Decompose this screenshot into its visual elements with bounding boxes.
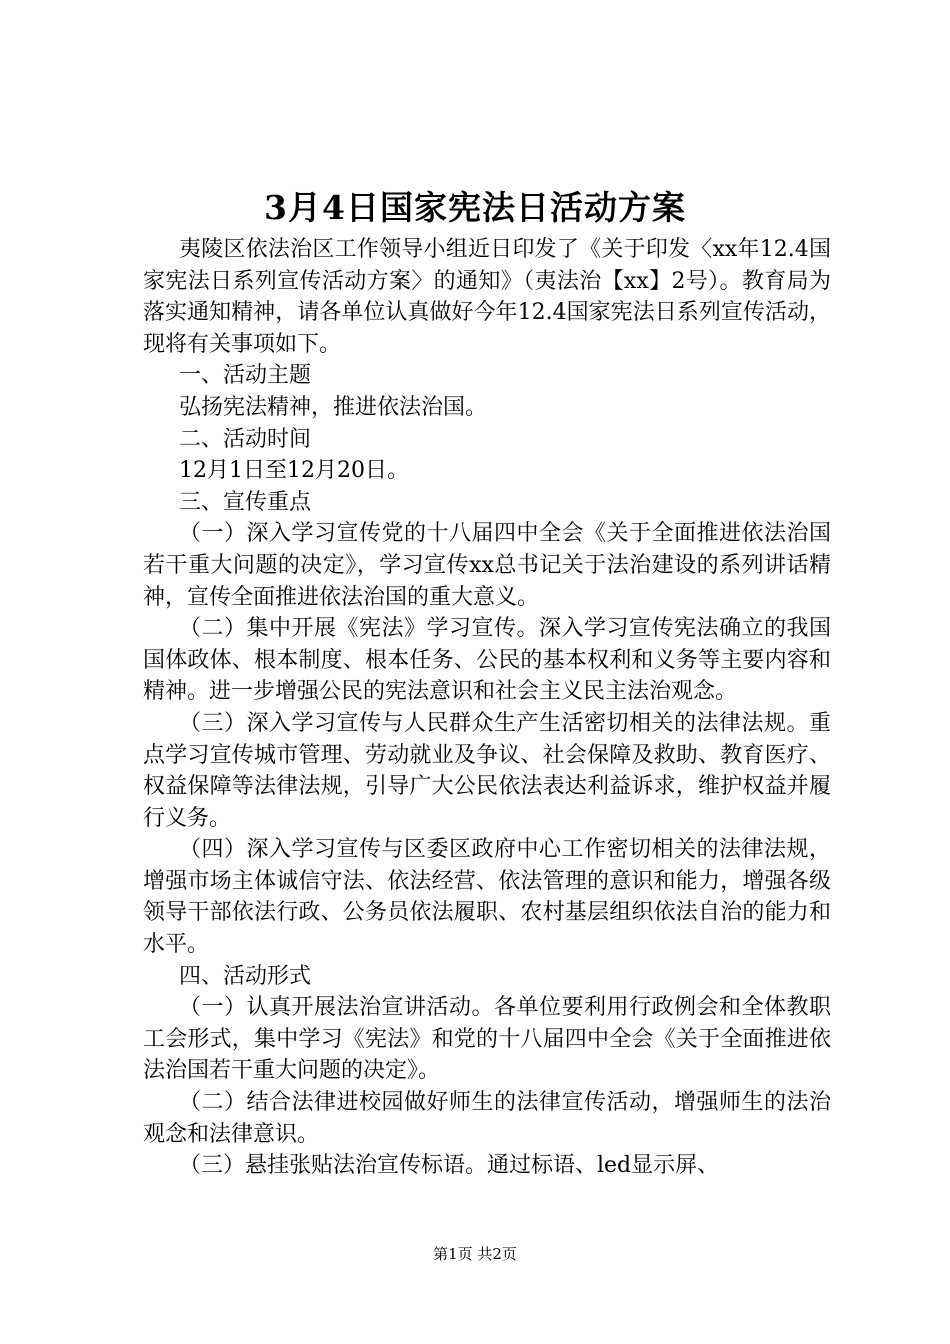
section-heading-form: 四、活动形式 — [179, 963, 312, 989]
intro-paragraph: 夷陵区依法治区工作领导小组近日印发了《关于印发〈xx年12.4国家宪法日系列宣传活动方案〉的通知》（夷法治【xx】2号）。教育局为落实通知精神，请各单位认真做好今年12.4国家宪法日系列宣传活动，现将有关事项如下。 — [143, 237, 831, 357]
focus-item-2: （二）集中开展《宪法》学习宣传。深入学习宣传宪法确立的我国国体政体、根本制度、根本任务、公民的基本权利和义务等主要内容和精神。进一步增强公民的宪法意识和社会主义民主法治观念。 — [143, 616, 831, 705]
focus-item-1: （一）深入学习宣传党的十八届四中全会《关于全面推进依法治国若干重大问题的决定》，学习宣传xx总书记关于法治建设的系列讲话精神，宣传全面推进依法治国的重大意义。 — [143, 521, 831, 610]
page-number-footer: 第1页 共2页 — [433, 1245, 517, 1263]
section-heading-theme: 一、活动主题 — [179, 363, 312, 389]
focus-item-4: （四）深入学习宣传与区委区政府中心工作密切相关的法律法规，增强市场主体诚信守法、依法经营、依法管理的意识和能力，增强各级领导干部依法行政、公务员依法履职、农村基层组织依法自治的能力和水平。 — [143, 837, 831, 958]
theme-paragraph: 弘扬宪法精神，推进依法治国。 — [179, 394, 488, 420]
section-heading-time: 二、活动时间 — [179, 426, 312, 452]
section-heading-focus: 三、宣传重点 — [179, 489, 312, 515]
document-title: 3月4日国家宪法日活动方案 — [264, 188, 686, 227]
form-item-2: （二）结合法律进校园做好师生的法律宣传活动，增强师生的法治观念和法律意识。 — [143, 1090, 831, 1147]
form-item-3: （三）悬挂张贴法治宣传标语。通过标语、led显示屏、 — [179, 1153, 720, 1179]
time-paragraph: 12月1日至12月20日。 — [179, 458, 409, 484]
form-item-1: （一）认真开展法治宣讲活动。各单位要利用行政例会和全体教职工会形式，集中学习《宪法》和党的十八届四中全会《关于全面推进依法治国若干重大问题的决定》。 — [143, 995, 831, 1084]
focus-item-3: （三）深入学习宣传与人民群众生产生活密切相关的法律法规。重点学习宣传城市管理、劳动就业及争议、社会保障及救助、教育医疗、权益保障等法律法规，引导广大公民依法表达利益诉求，维护权益并履行义务。 — [143, 710, 831, 831]
document-body — [143, 234, 831, 1182]
